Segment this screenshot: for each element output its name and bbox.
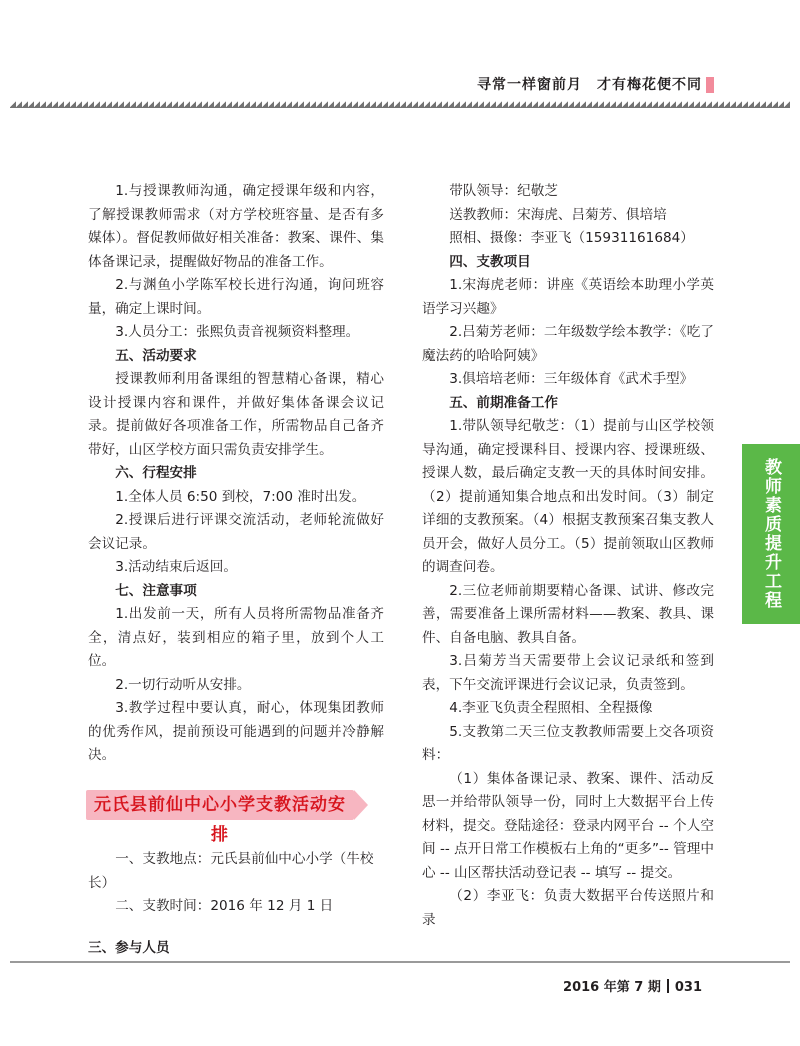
paragraph: 1.带队领导纪敬芝：（1）提前与山区学校领导沟通，确定授课科目、授课内容、授课班级、授课人数，最后确定支教一天的具体时间安排。（2）提前通知集合地点和出发时间。（3）制定详细的支教预案。（4）根据支教预案召集支教人员开会，做好人员分工。（5）提前领取山区教师的调查问卷。 [422, 418, 714, 575]
section-banner: 元氏县前仙中心小学支教活动安排 [86, 790, 354, 820]
paragraph: 1.全体人员 6:50 到校，7:00 准时出发。 [115, 488, 366, 505]
paragraph: 3.教学过程中要认真，耐心，体现集团教师的优秀作风，提前预设可能遇到的问题并冷静解决。 [88, 700, 384, 763]
paragraph: 2.授课后进行评课交流活动，老师轮流做好会议记录。 [88, 512, 384, 552]
paragraph: 1.与授课教师沟通，确定授课年级和内容，了解授课教师需求（对方学校班容量、是否有多媒体）。督促教师做好相关准备：教案、课件、集体备课记录，提醒做好物品的准备工作。 [88, 183, 384, 270]
paragraph: 3.人员分工：张熙负责音视频资料整理。 [115, 324, 360, 340]
paragraph: 1.宋海虎老师：讲座《英语绘本助理小学英语学习兴趣》 [422, 277, 714, 317]
section-heading: 七、注意事项 [115, 582, 197, 599]
paragraph: 二、支教时间：2016 年 12 月 1 日 [115, 898, 334, 914]
section-heading: 六、行程安排 [115, 465, 197, 481]
paragraph: 1.出发前一天，所有人员将所需物品准备齐全，清点好，装到相应的箱子里，放到个人工位。 [88, 606, 384, 669]
paragraph: 2.与渊鱼小学陈军校长进行沟通，询问班容量，确定上课时间。 [88, 277, 384, 317]
issue-label: 2016 年第 7 期 [563, 980, 661, 995]
paragraph: 送教教师：宋海虎、吕菊芳、俱培培 [449, 206, 667, 223]
paragraph: 2.一切行动听从安排。 [115, 676, 251, 693]
right-column [422, 180, 714, 932]
paragraph: 2.吕菊芳老师：二年级数学绘本教学：《吃了魔法药的哈哈阿姨》 [422, 324, 714, 364]
paragraph: （1）集体备课记录、教案、课件、活动反思一并给带队领导一份，同时上大数据平台上传材料，提交。登陆途径：登录内网平台 -- 个人空间 -- 点开日常工作模板右上角的“更多”-- 管理中心 -- 山区帮扶活动登记表 -- 填写 -- 提交。 [422, 770, 714, 881]
paragraph: 3.活动结束后返回。 [115, 559, 237, 575]
section-heading: 五、活动要求 [115, 347, 197, 364]
running-header: 寻常一样窗前月 才有梅花便不同 [477, 77, 702, 93]
paragraph: 带队领导：纪敬芝 [449, 183, 558, 199]
footer-divider [10, 961, 790, 963]
paragraph: 授课教师利用备课组的智慧精心备课，精心设计授课内容和课件，并做好集体备课会议记录。提前做好各项准备工作，所需物品自己备齐带好，山区学校方面只需负责安排学生。 [88, 371, 384, 458]
left-column [88, 180, 384, 768]
left-column-bottom [88, 848, 384, 978]
decorative-arrow-divider [10, 100, 790, 108]
paragraph: 3.俱培培老师：三年级体育《武术手型》 [449, 371, 694, 387]
page-number: 031 [674, 980, 702, 995]
paragraph: 一、支教地点：元氏县前仙中心小学（牛校长） [88, 851, 374, 891]
header-color-mark [706, 77, 714, 93]
footer-separator [667, 979, 669, 993]
section-heading: 三、参与人员 [88, 939, 170, 956]
paragraph: 5.支教第二天三位支教教师需要上交各项资料： [422, 723, 714, 763]
section-heading: 五、前期准备工作 [449, 394, 558, 411]
paragraph: （2）李亚飞：负责大数据平台传送照片和录 [422, 888, 714, 928]
paragraph: 3.吕菊芳当天需要带上会议记录纸和签到表，下午交流评课进行会议记录，负责签到。 [422, 653, 714, 693]
section-side-tab: 教师素质提升工程 [742, 444, 800, 624]
paragraph: 2.三位老师前期要精心备课、试讲、修改完善，需要准备上课所需材料——教案、教具、课件、自备电脑、教具自备。 [422, 582, 714, 646]
page-footer [563, 976, 702, 995]
paragraph: 4.李亚飞负责全程照相、全程摄像 [449, 700, 653, 716]
section-heading: 四、支教项目 [449, 253, 531, 270]
paragraph: 照相、摄像：李亚飞（15931161684） [449, 230, 694, 246]
